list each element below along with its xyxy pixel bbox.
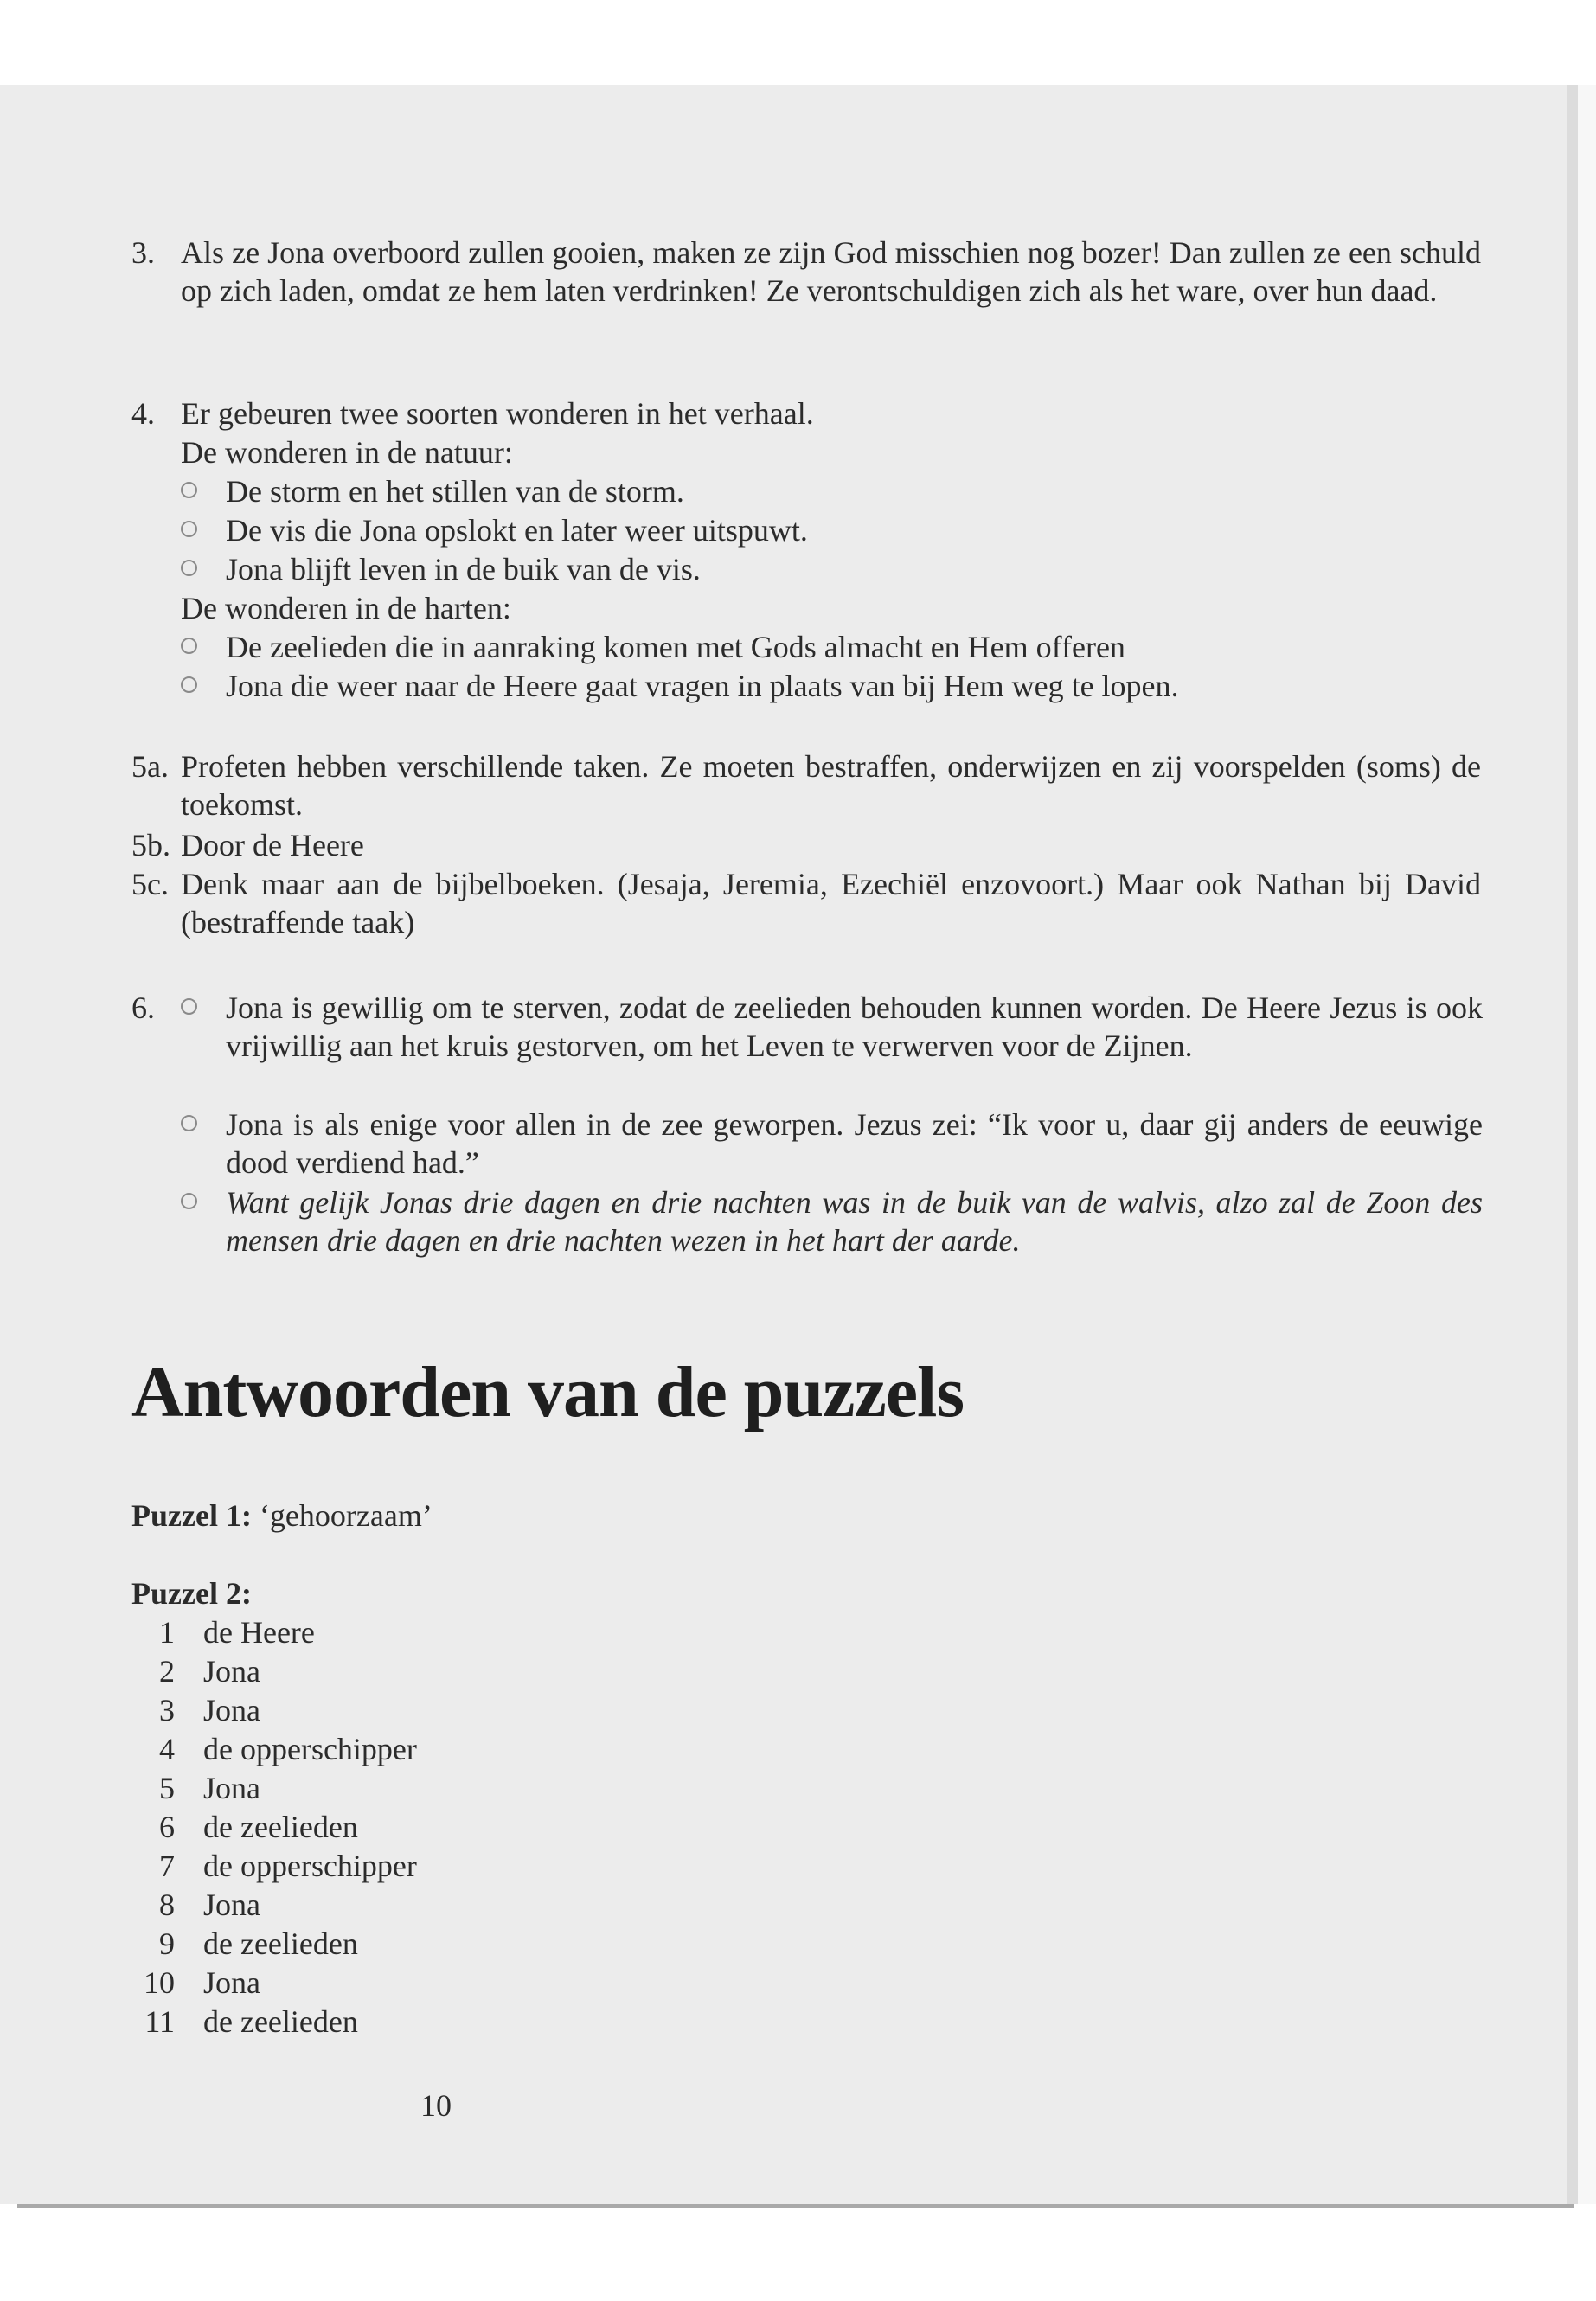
answer-value: de zeelieden (203, 1926, 358, 1961)
page-bottom-edge (17, 2204, 1574, 2208)
bullet-text: Jona is gewillig om te sterven, zodat de zeelieden behouden kunnen worden. De Heere Jezus is ook vrijwillig aan het kruis gestorven, om het Leven te verwerven voor de Zijnen. (226, 990, 1483, 1063)
bullet-text: Jona blijft leven in de buik van de vis. (226, 552, 701, 586)
answer-value: de Heere (203, 1615, 315, 1650)
bullet-text: Jona die weer naar de Heere gaat vragen in plaats van bij Hem weg te lopen. (226, 669, 1179, 703)
answer-value: de opperschipper (203, 1849, 417, 1883)
puzzel-1-label: Puzzel 1: (131, 1498, 252, 1533)
answer-number: 2 (159, 1654, 175, 1689)
puzzel-1-answer: ‘gehoorzaam’ (259, 1498, 433, 1533)
answer-number: 4 (159, 1732, 175, 1766)
answer-value: de opperschipper (203, 1732, 417, 1766)
circle-bullet-icon (181, 482, 197, 498)
page-number: 10 (420, 2088, 452, 2123)
bullet-text: Jona is als enige voor allen in de zee geworpen. Jezus zei: “Ik voor u, daar gij anders de eeuwige dood verdiend had.” (226, 1107, 1483, 1180)
nature-heading: De wonderen in de natuur: (181, 435, 513, 470)
circle-bullet-icon (181, 638, 197, 654)
item-number: 3. (131, 235, 155, 270)
circle-bullet-icon (181, 560, 197, 576)
item-number: 5c. (131, 867, 169, 901)
puzzel-2 (131, 1574, 252, 1612)
answer-number: 9 (159, 1926, 175, 1961)
bullet-text: De storm en het stillen van de storm. (226, 474, 684, 509)
answer-value: Jona (203, 1693, 260, 1727)
answer-value: Jona (203, 1965, 260, 2000)
item-text: Er gebeuren twee soorten wonderen in het verhaal. (181, 396, 814, 431)
circle-bullet-icon (181, 998, 197, 1015)
answer-number: 1 (159, 1615, 175, 1650)
page-edge (1567, 85, 1578, 2204)
answer-number: 8 (159, 1888, 175, 1922)
answer-value: Jona (203, 1771, 260, 1805)
page-margin (1578, 85, 1596, 2204)
answer-value: de zeelieden (203, 2004, 358, 2039)
answer-value: de zeelieden (203, 1810, 358, 1844)
circle-bullet-icon (181, 1193, 197, 1209)
bullet-text: De vis die Jona opslokt en later weer uitspuwt. (226, 513, 808, 548)
item-text: Als ze Jona overboord zullen gooien, maken ze zijn God misschien nog bozer! Dan zullen ze een schuld op zich laden, omdat ze hem laten verdrinken! Ze verontschuldigen zich als het ware, over hun daad. (181, 235, 1481, 308)
item-text: Profeten hebben verschillende taken. Ze moeten bestraffen, onderwijzen en zij voorspelden (soms) de toekomst. (181, 749, 1481, 822)
section-heading: Antwoorden van de puzzels (131, 1352, 965, 1433)
bullet-text: De zeelieden die in aanraking komen met Gods almacht en Hem offeren (226, 630, 1125, 664)
answer-number: 11 (144, 2004, 175, 2039)
circle-bullet-icon (181, 676, 197, 693)
answer-number: 10 (144, 1965, 175, 2000)
item-number: 6. (131, 990, 155, 1025)
answer-value: Jona (203, 1888, 260, 1922)
answer-number: 3 (159, 1693, 175, 1727)
item-number: 5a. (131, 749, 169, 784)
answer-number: 5 (159, 1771, 175, 1805)
item-number: 5b. (131, 828, 170, 862)
circle-bullet-icon (181, 521, 197, 537)
answer-number: 7 (159, 1849, 175, 1883)
hearts-heading: De wonderen in de harten: (181, 591, 511, 625)
bullet-text-quote: Want gelijk Jonas drie dagen en drie nachten was in de buik van de walvis, alzo zal de Zoon des mensen drie dagen en drie nachten wezen in het hart der aarde. (226, 1185, 1483, 1258)
item-text: Door de Heere (181, 828, 364, 862)
puzzel-2-label: Puzzel 2: (131, 1576, 252, 1611)
circle-bullet-icon (181, 1115, 197, 1131)
answer-value: Jona (203, 1654, 260, 1689)
answer-number: 6 (159, 1810, 175, 1844)
puzzel-1 (131, 1497, 433, 1535)
item-text: Denk maar aan de bijbelboeken. (Jesaja, Jeremia, Ezechiël enzovoort.) Maar ook Nathan bij David (bestraffende taak) (181, 867, 1481, 939)
item-number: 4. (131, 396, 155, 431)
